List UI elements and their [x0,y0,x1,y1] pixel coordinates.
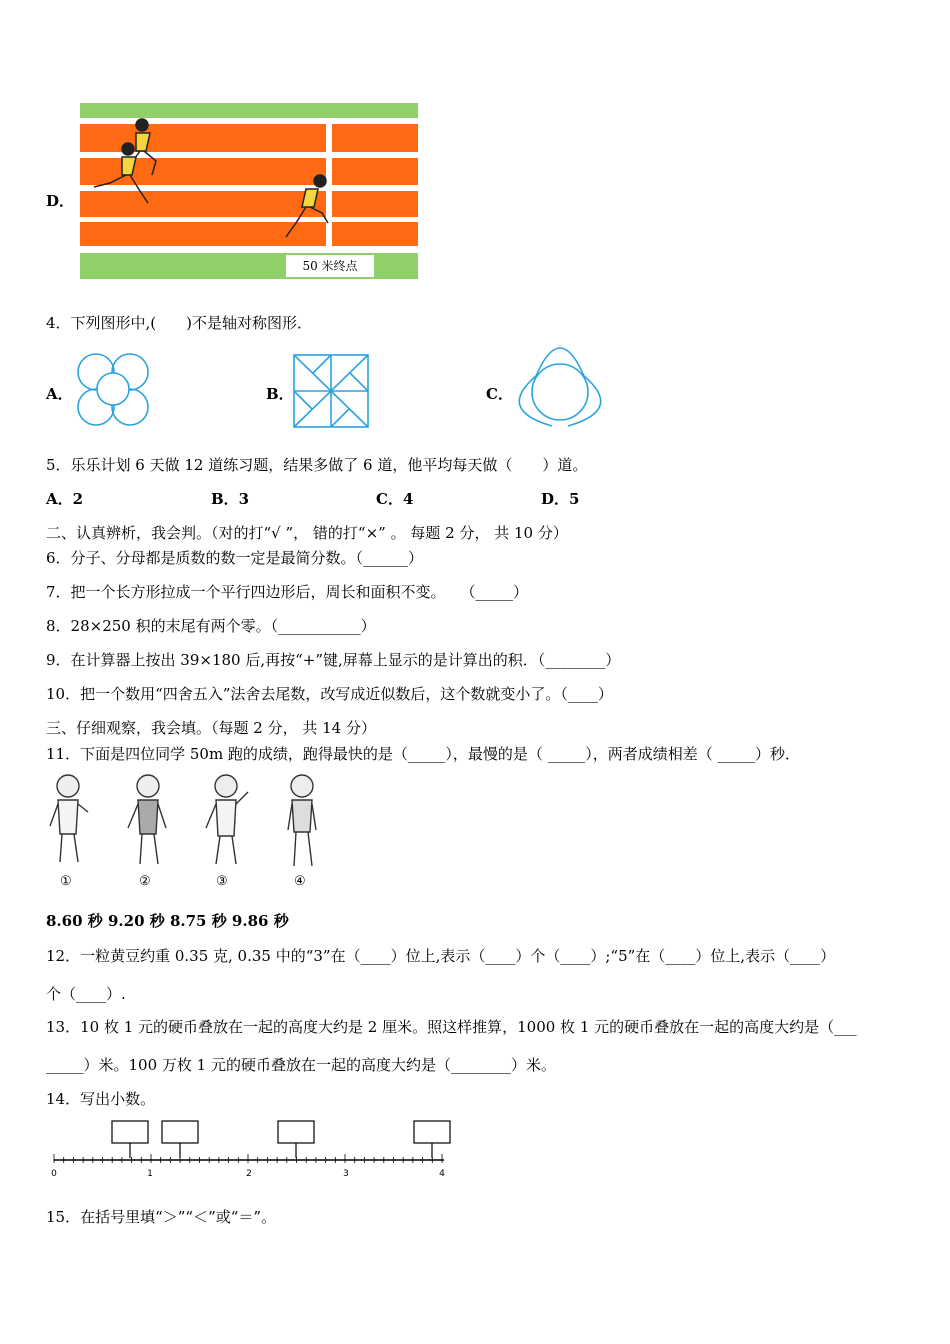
section3-header: 三、仔细观察，我会填。（每题 2 分， 共 14 分） [46,719,376,737]
kid-3-figure [206,775,248,864]
q5-option-d: D．5 [541,490,580,508]
q4-option-c: C． [486,385,513,403]
q7-text: 7．把一个长方形拉成一个平行四边形后，周长和面积不变。 （_____） [46,583,529,601]
q8-text: 8．28×250 积的末尾有两个零。（___________） [46,617,376,635]
q4-option-a: A． [46,385,73,403]
q5-option-b: B．3 [211,490,250,508]
q5-option-c: C．4 [376,490,414,508]
kid-label-2: ② [139,874,151,889]
q5-option-a: A．2 [46,490,84,508]
kid-label-3: ③ [216,874,228,889]
tick-label-2: 2 [246,1169,252,1179]
q12-line2: 个（____）. [46,985,126,1003]
running-track-image [80,103,418,279]
q12-line1: 12．一粒黄豆约重 0.35 克, 0.35 中的“3”在（____）位上,表示（____）个（____）;“5”在（____）位上,表示（____） [46,947,836,965]
trefoil-shape-icon [512,340,608,430]
kid-1-figure [50,775,88,862]
pinwheel-shape-icon [293,354,369,428]
q4-text: 4．下列图形中,( )不是轴对称图形． [46,314,313,332]
q5-text: 5．乐乐计划 6 天做 12 道练习题，结果多做了 6 道，他平均每天做（ ）道。 [46,456,588,474]
kid-label-1: ① [60,874,72,889]
tick-label-0: 0 [51,1169,57,1179]
number-line [48,1118,458,1182]
tick-label-3: 3 [343,1169,349,1179]
q14-text: 14．写出小数。 [46,1090,156,1108]
q11-times: 8.60 秒 9.20 秒 8.75 秒 9.86 秒 [46,912,289,930]
q6-text: 6．分子、分母都是质数的数一定是最简分数。（______） [46,549,424,567]
section2-header: 二、认真辨析，我会判。（对的打“√ ”， 错的打“×” 。 每题 2 分， 共 10 分） [46,524,568,542]
option-d-label: D． [46,192,75,210]
kid-4-figure [288,775,316,866]
q15-text: 15．在括号里填“＞”“＜”或“＝”。 [46,1208,277,1226]
q11-text: 11．下面是四位同学 50m 跑的成绩，跑得最快的是（_____），最慢的是（ _____），两者成绩相差（ _____）秒． [46,745,800,763]
kids-illustration [44,770,334,898]
kid-2-figure [128,775,166,864]
q10-text: 10．把一个数用“四舍五入”法舍去尾数，改写成近似数后，这个数就变小了。（____） [46,685,613,703]
track-sign: 50 米终点 [302,259,358,273]
flower-shape-icon [74,352,152,428]
q13-line1: 13．10 枚 1 元的硬币叠放在一起的高度大约是 2 厘米。照这样推算，1000 枚 1 元的硬币叠放在一起的高度大约是（___ [46,1018,857,1036]
q4-option-b: B． [266,385,294,403]
q13-line2: _____）米。100 万枚 1 元的硬币叠放在一起的高度大约是（________）米。 [46,1056,556,1074]
q9-text: 9．在计算器上按出 39×180 后,再按“+”键,屏幕上显示的是计算出的积．（________） [46,651,621,669]
tick-label-1: 1 [147,1169,153,1179]
kid-label-4: ④ [294,874,306,889]
tick-label-4: 4 [439,1169,445,1179]
